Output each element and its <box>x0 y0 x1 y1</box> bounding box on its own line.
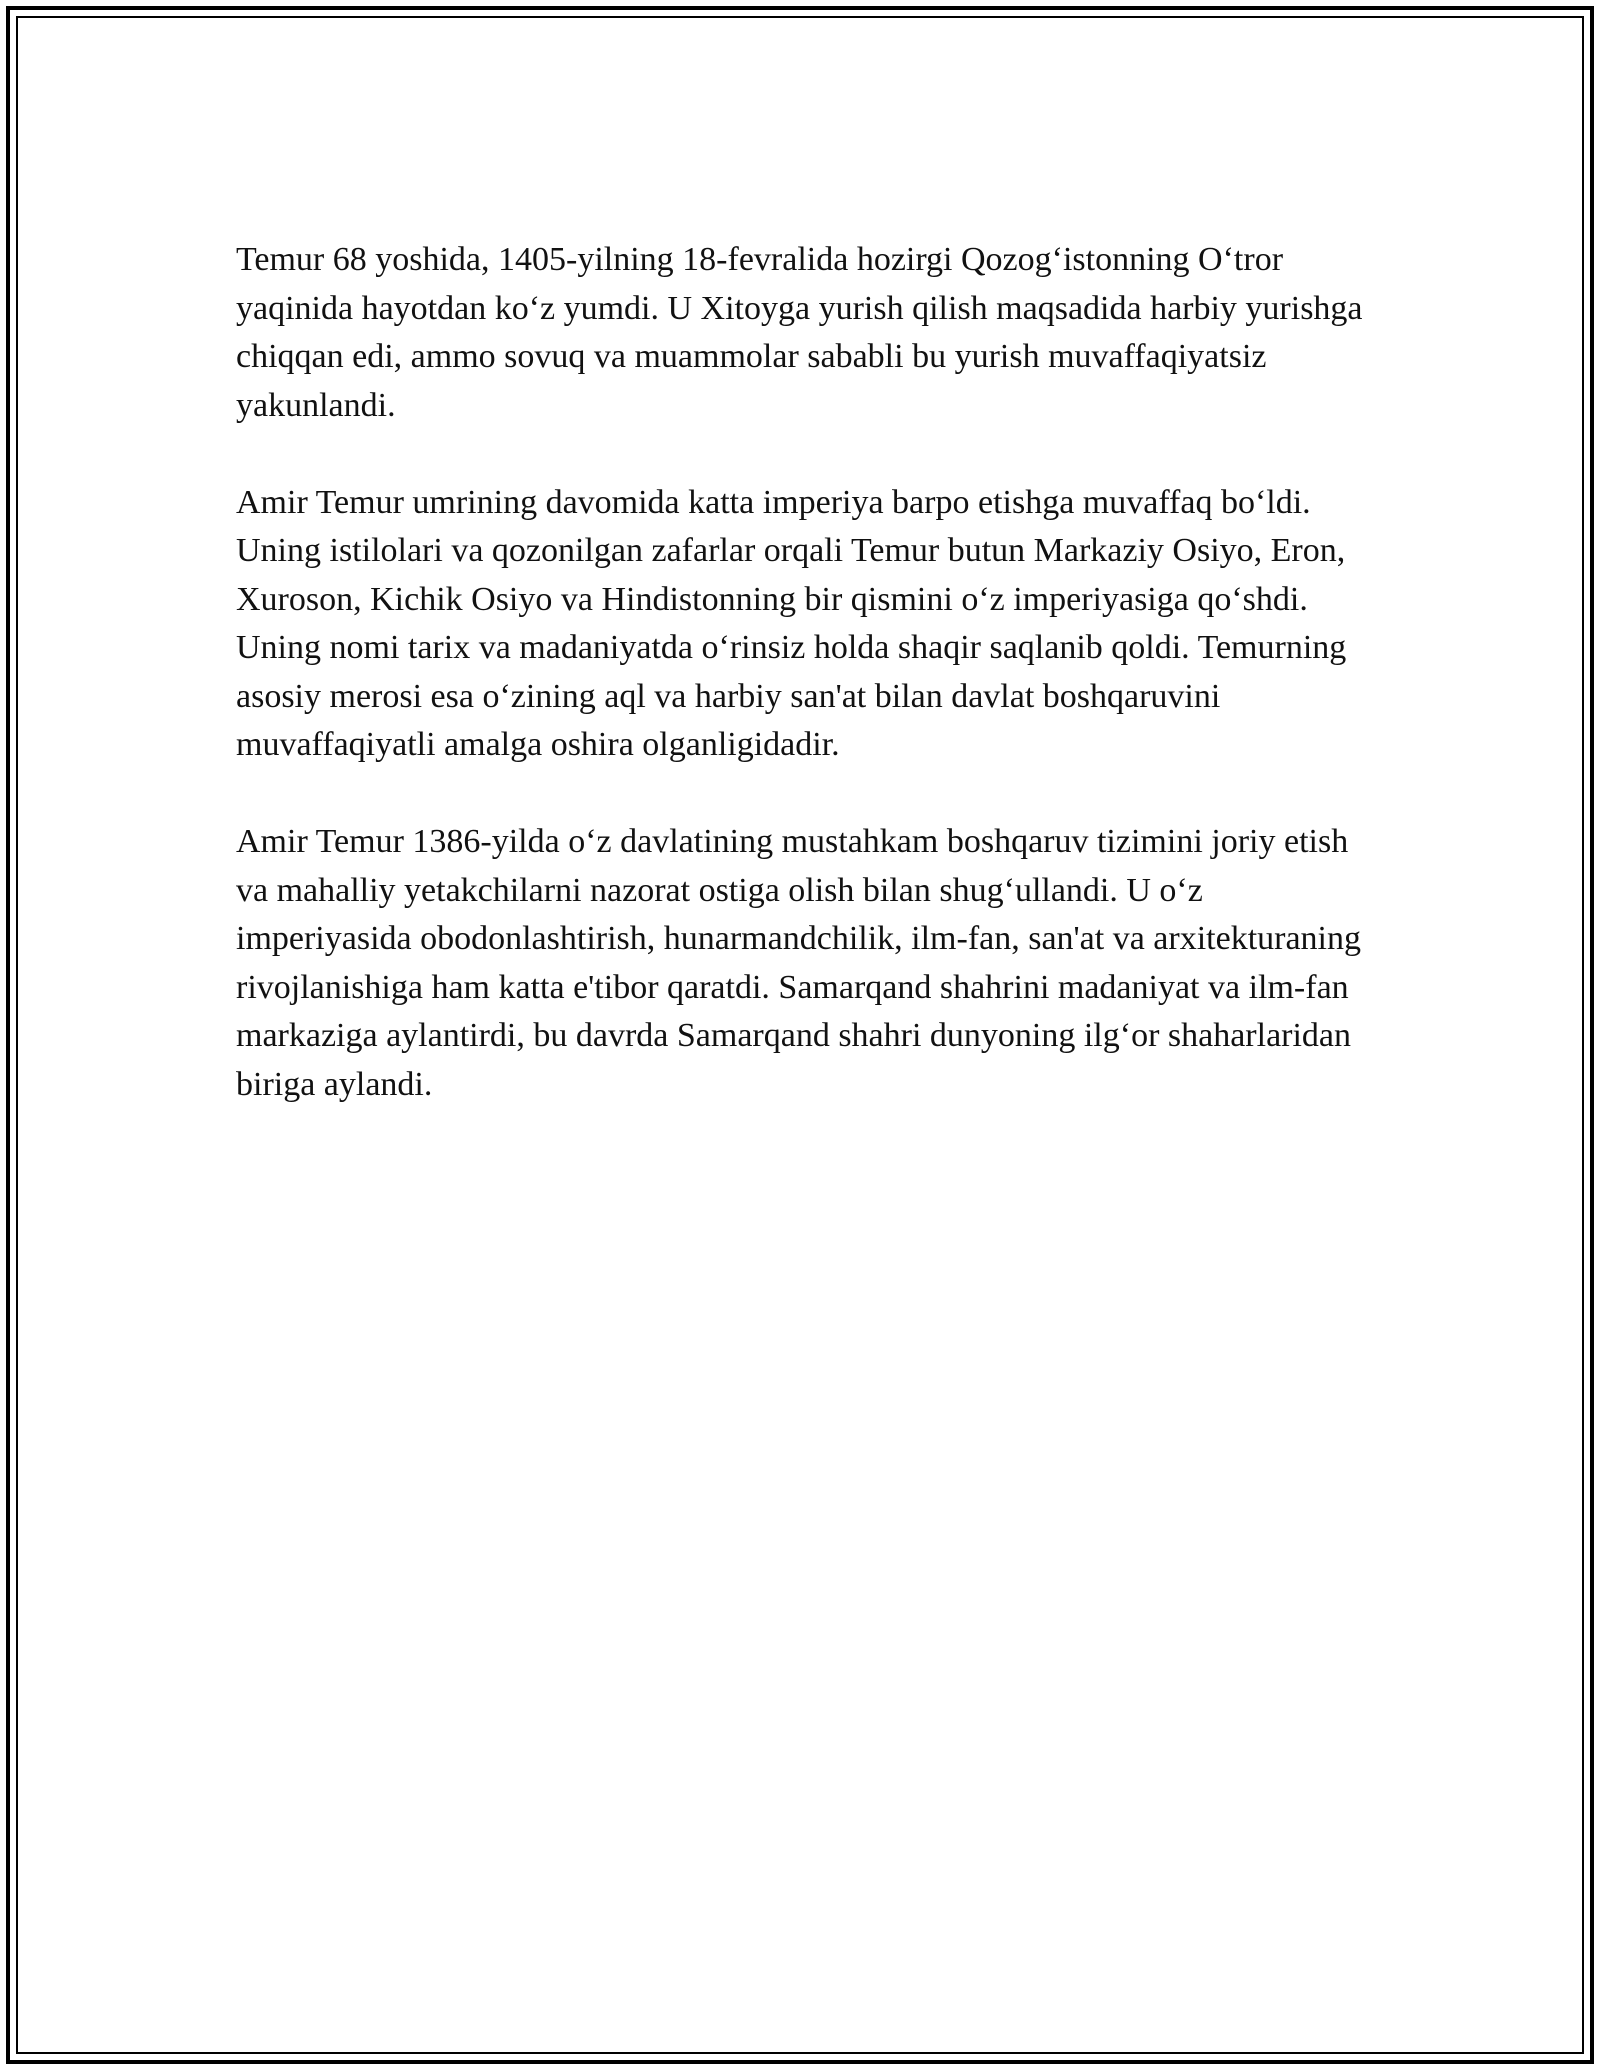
paragraph-1: Temur 68 yoshida, 1405-yilning 18-fevralida hozirgi Qozog‘istonning O‘tror yaqinida hayotdan ko‘z yumdi. U Xitoyga yurish qilish maqsadida harbiy yurishga chiqqan edi, ammo sovuq va muammolar sababli bu yurish muvaffaqiyatsiz yakunlandi. <box>236 241 1363 424</box>
paragraph-3: Amir Temur 1386-yilda o‘z davlatining mustahkam boshqaruv tizimini joriy etish va mahalliy yetakchilarni nazorat ostiga olish bilan shug‘ullandi. U o‘z imperiyasida obodonlashtirish, hunarmandchilik, ilm-fan, san'at va arxitekturaning rivojlanishiga ham katta e'tibor qaratdi. Samarqand shahrini madaniyat va ilm-fan markaziga aylantirdi, bu davrda Samarqand shahri dunyoning ilg‘or shaharlaridan biriga aylandi. <box>236 823 1362 1103</box>
document-body <box>236 236 1376 1158</box>
paragraph-2: Amir Temur umrining davomida katta imperiya barpo etishga muvaffaq bo‘ldi. Uning istilolari va qozonilgan zafarlar orqali Temur butun Markaziy Osiyo, Eron, Xuroson, Kichik Osiyo va Hindistonning bir qismini o‘z imperiyasiga qo‘shdi. Uning nomi tarix va madaniyatda o‘rinsiz holda shaqir saqlanib qoldi. Temurning asosiy merosi esa o‘zining aql va harbiy san'at bilan davlat boshqaruvini muvaffaqiyatli amalga oshira olganligidadir. <box>236 483 1347 763</box>
